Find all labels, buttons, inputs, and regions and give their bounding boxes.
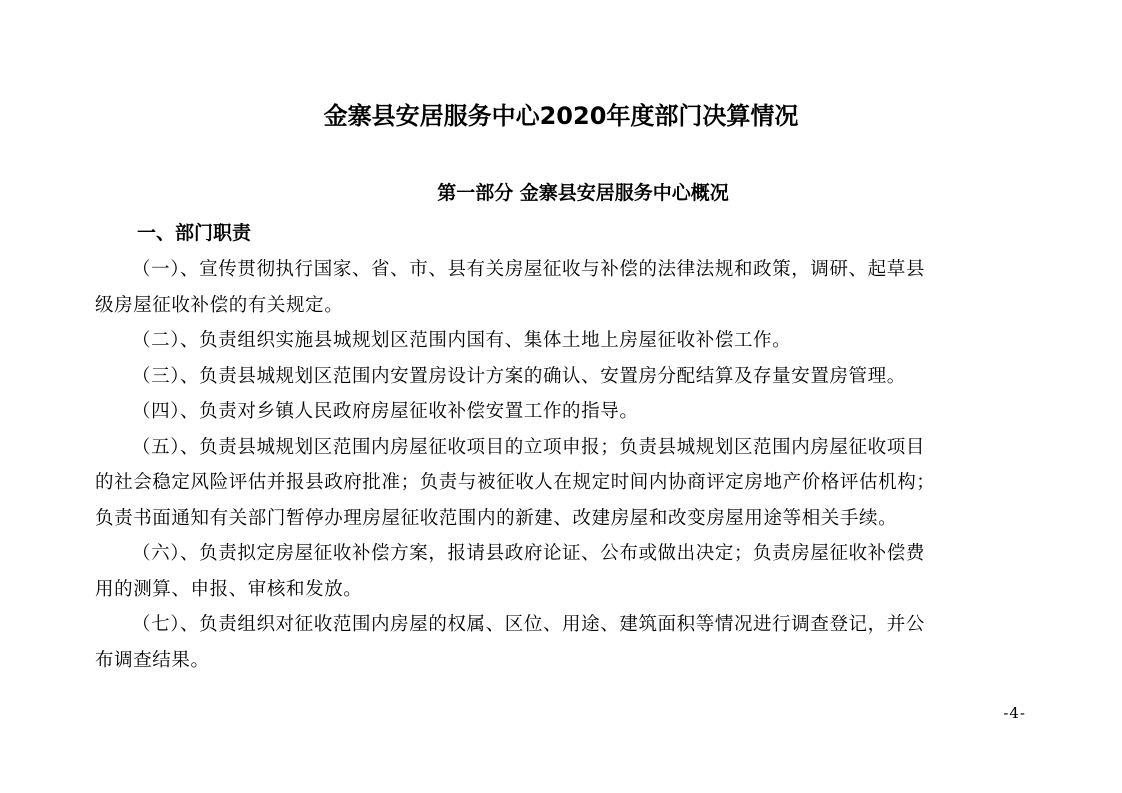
page-number: -4-	[1003, 704, 1026, 722]
document-body	[95, 252, 1020, 678]
duty-paragraph-1: （一）、宣传贯彻执行国家、省、市、县有关房屋征收与补偿的法律法规和政策，调研、起草县 级房屋征收补偿的有关规定。	[95, 259, 925, 316]
duty-paragraph-6: （六）、负责拟定房屋征收补偿方案，报请县政府论证、公布或做出决定；负责房屋征收补偿费 用的测算、申报、审核和发放。	[95, 543, 925, 600]
section-heading: 一、部门职责	[137, 222, 252, 244]
duty-paragraph-5: （五）、负责县城规划区范围内房屋征收项目的立项申报；负责县城规划区范围内房屋征收项目 的社会稳定风险评估并报县政府批准；负责与被征收人在规定时间内协商评定房地产价格评估机构； 负责书面通知有关部门暂停办理房屋征收范围内的新建、改建房屋和改变房屋用途等相关手续。	[95, 436, 936, 529]
duty-paragraph-4: （四）、负责对乡镇人民政府房屋征收补偿安置工作的指导。	[132, 401, 639, 422]
duty-paragraph-3: （三）、负责县城规划区范围内安置房设计方案的确认、安置房分配结算及存量安置房管理。	[132, 365, 906, 387]
duty-paragraph-7: （七）、负责组织对征收范围内房屋的权属、区位、用途、建筑面积等情况进行调查登记，并公 布调查结果。	[95, 614, 925, 671]
duty-paragraph-2: （二）、负责组织实施县城规划区范围内国有、集体土地上房屋征收补偿工作。	[132, 330, 792, 351]
part-title: 第一部分 金寨县安居服务中心概况	[437, 182, 729, 204]
document-title: 金寨县安居服务中心2020年度部门决算情况	[323, 102, 799, 130]
